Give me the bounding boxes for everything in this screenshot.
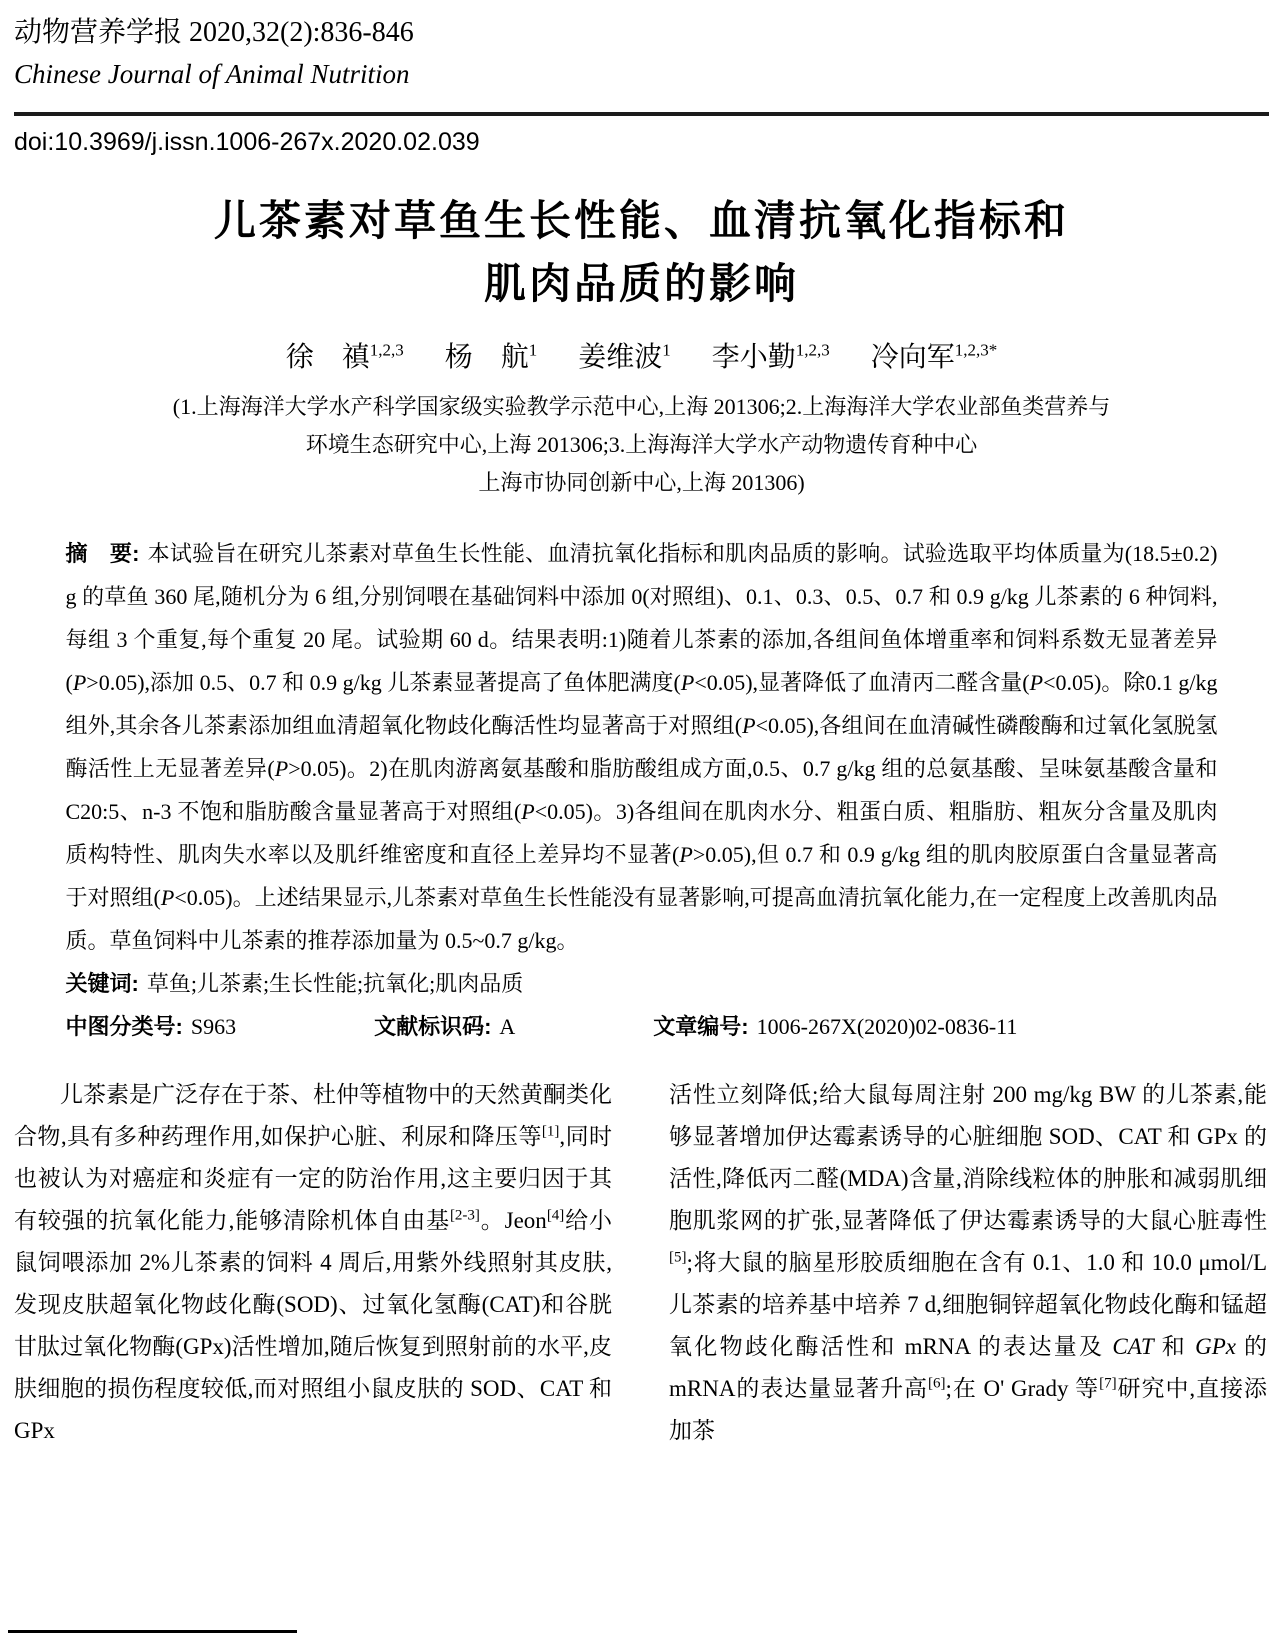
article-title-line1: 儿茶素对草鱼生长性能、血清抗氧化指标和 [213,197,1069,244]
document-code-label: 文献标识码: [374,1014,492,1039]
author-name: 杨 航 [444,342,529,373]
author-name: 李小勤 [711,342,796,373]
body-columns [14,1074,1269,1506]
abstract-label: 摘 要: [65,541,140,566]
author-name: 冷向军 [870,342,955,373]
abstract-paragraph [66,532,1218,962]
doi-line: doi:10.3969/j.issn.1006-267x.2020.02.039 [14,128,480,156]
journal-header [14,16,1269,90]
article-title-line2: 肌肉品质的影响 [483,260,799,307]
author [286,342,404,373]
clc-value: S963 [190,1014,237,1039]
abstract-text: 本试验旨在研究儿茶素对草鱼生长性能、血清抗氧化指标和肌肉品质的影响。试验选取平均体质量为(18.5±0.2) g 的草鱼 360 尾,随机分为 6 组,分别饲喂在基础饲料中添加 0(对照组)、0.1、0.3、0.5、0.7 和 0.9 g/kg 儿茶素的 6 种饲料,每组 3 个重复,每个重复 20 尾。试验期 60 d。结果表明:1)随着儿茶素的添加,各组间鱼体增重率和饲料系数无显著差异(P>0.05),添加 0.5、0.7 和 0.9 g/kg 儿茶素显著提高了鱼体肥满度(P<0.05),显著降低了血清丙二醛含量(P<0.05)。除0.1 g/kg组外,其余各儿茶素添加组血清超氧化物歧化酶活性均显著高于对照组(P<0.05),各组间在血清碱性磷酸酶和过氧化氢脱氢酶活性上无显著差异(P>0.05)。2)在肌肉游离氨基酸和脂肪酸组成方面,0.5、0.7 g/kg 组的总氨基酸、呈味氨基酸含量和 C20:5、n-3 不饱和脂肪酸含量显著高于对照组(P<0.05)。3)各组间在肌肉水分、粗蛋白质、粗脂肪、粗灰分含量及肌肉质构特性、肌肉失水率以及肌纤维密度和直径上差异均不显著(P>0.05),但 0.7 和 0.9 g/kg 组的肌肉胶原蛋白含量显著高于对照组(P<0.05)。上述结果显示,儿茶素对草鱼生长性能没有显著影响,可提高血清抗氧化能力,在一定程度上改善肌肉品质。草鱼饲料中儿茶素的推荐添加量为 0.5~0.7 g/kg。 [65,541,1218,953]
body-column-left [14,1074,612,1506]
author [712,342,830,373]
author-affiliation-superscript: 1,2,3 [369,340,404,360]
author-name: 徐 禛 [285,342,370,373]
abstract-block [66,532,1218,1048]
footnote-divider [8,1630,297,1633]
keywords-text: 草鱼;儿茶素;生长性能;抗氧化;肌肉品质 [146,971,524,996]
header-divider [14,112,1269,116]
author-affiliation-superscript: 1,2,3* [954,340,998,360]
affiliation-line: 上海市协同创新中心,上海 201306) [478,470,805,495]
affiliations [14,388,1269,502]
body-paragraph-left: 儿茶素是广泛存在于茶、杜仲等植物中的天然黄酮类化合物,具有多种药理作用,如保护心脏、利尿和降压等[1],同时也被认为对癌症和炎症有一定的防治作用,这主要归因于其有较强的抗氧化能力,能够清除机体自由基[2-3]。Jeon[4]给小鼠饲喂添加 2%儿茶素的饲料 4 周后,用紫外线照射其皮肤,发现皮肤超氧化物歧化酶(SOD)、过氧化氢酶(CAT)和谷胱甘肽过氧化物酶(GPx)活性增加,随后恢复到照射前的水平,皮肤细胞的损伤程度较低,而对照组小鼠皮肤的 SOD、CAT 和 GPx [14,1082,613,1443]
document-code [374,1014,515,1039]
keywords-label: 关键词: [65,971,139,996]
clc-label: 中图分类号: [65,1014,183,1039]
author [871,342,998,373]
article-number [653,1014,1017,1039]
document-code-value: A [499,1014,516,1039]
author-affiliation-superscript: 1 [662,340,671,360]
author-name: 姜维波 [578,342,663,373]
author-affiliation-superscript: 1,2,3 [795,340,830,360]
meta-line [66,1005,1218,1048]
affiliation-line: 环境生态研究中心,上海 201306;3.上海海洋大学水产动物遗传育种中心 [305,432,978,457]
article-title [14,189,1269,315]
keywords-line [66,962,1218,1005]
author [578,342,671,373]
article-number-label: 文章编号: [653,1014,749,1039]
clc-number [66,1014,237,1039]
author-affiliation-superscript: 1 [528,340,538,360]
affiliation-line: (1.上海海洋大学水产科学国家级实验教学示范中心,上海 201306;2.上海海洋大学农业部鱼类营养与 [172,394,1111,419]
author [445,342,538,373]
body-paragraph-right: 活性立刻降低;给大鼠每周注射 200 mg/kg BW 的儿茶素,能够显著增加伊达霉素诱导的心脏细胞 SOD、CAT 和 GPx 的活性,降低丙二醛(MDA)含量,消除线粒体的肿胀和减弱肌细胞肌浆网的扩张,显著降低了伊达霉素诱导的大鼠心脏毒性[5];将大鼠的脑星形胶质细胞在含有 0.1、1.0 和 10.0 μmol/L儿茶素的培养基中培养 7 d,细胞铜锌超氧化物歧化酶和锰超氧化物歧化酶活性和 mRNA 的表达量及 CAT 和 GPx 的mRNA的表达量显著升高[6];在 O' Grady 等[7]研究中,直接添加茶 [669,1082,1268,1443]
author-list [14,341,1269,375]
journal-name-citation: 动物营养学报 2020,32(2):836-846 [14,17,414,48]
journal-name-english: Chinese Journal of Animal Nutrition [14,59,410,89]
article-number-value: 1006-267X(2020)02-0836-11 [756,1014,1018,1039]
body-column-right [669,1074,1267,1506]
